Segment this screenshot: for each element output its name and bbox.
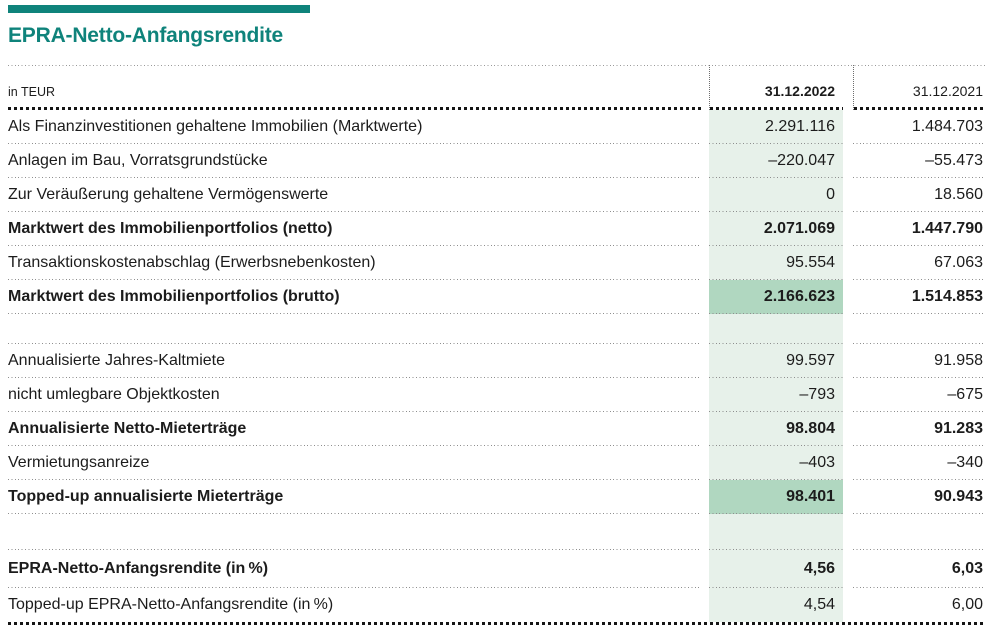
row-label: Topped-up EPRA-Netto-Anfangsrendite (in %) (8, 596, 334, 613)
row-label: Marktwert des Immobilienportfolios (brutto) (8, 280, 701, 314)
row-label: nicht umlegbare Objektkosten (8, 378, 701, 412)
table-header-row (8, 65, 985, 110)
spacer-value-2021 (853, 314, 985, 344)
row-label: Marktwert des Immobilienportfolios (netto) (8, 212, 701, 246)
row-label: Vermietungsanreize (8, 446, 701, 480)
row-label: Annualisierte Netto-Mieterträge (8, 412, 701, 446)
column-header-2022: 31.12.2022 (709, 65, 843, 110)
table-row-total (8, 280, 985, 314)
row-label: Anlagen im Bau, Vorratsgrundstücke (8, 144, 701, 178)
row-value-2021: 1.447.790 (853, 212, 985, 246)
row-label: Annualisierte Jahres-Kaltmiete (8, 344, 701, 378)
row-value-2021: 1.484.703 (853, 110, 985, 144)
table-spacer-row (8, 514, 985, 550)
row-value-2021: 91.958 (853, 344, 985, 378)
table-row (8, 378, 985, 412)
page-title: EPRA-Netto-Anfangsrendite (8, 24, 284, 47)
row-value-2022: 0 (709, 178, 843, 212)
unit-label: in TEUR (8, 65, 701, 110)
row-value-2021: 6,00 (951, 596, 983, 613)
row-label: Transaktionskostenabschlag (Erwerbsnebenkosten) (8, 246, 701, 280)
row-value-2022: 2.291.116 (709, 110, 843, 144)
table-row-result (8, 588, 985, 622)
epra-table (8, 65, 985, 625)
table-row-subtotal (8, 212, 985, 246)
table-row (8, 110, 985, 144)
row-value-2022: 4,54 (709, 588, 843, 622)
row-value-2021: 90.943 (853, 480, 985, 514)
spacer-label (8, 314, 701, 344)
table-row-subtotal (8, 412, 985, 446)
row-value-2022: 98.401 (709, 480, 843, 514)
accent-bar (8, 5, 310, 13)
row-label: Als Finanzinvestitionen gehaltene Immobilien (Marktwerte) (8, 110, 701, 144)
row-value-2022: –403 (709, 446, 843, 480)
row-value-2021: 67.063 (853, 246, 985, 280)
row-value-2021: –340 (853, 446, 985, 480)
row-value-2021: –675 (853, 378, 985, 412)
spacer-value-2022 (709, 314, 843, 344)
column-header-2021: 31.12.2021 (853, 65, 985, 110)
row-value-2022: 4,56 (709, 550, 843, 588)
row-value-2022: 2.166.623 (709, 280, 843, 314)
row-value-2021: 6,03 (853, 550, 985, 588)
row-value-2022: –220.047 (709, 144, 843, 178)
row-value-2021: 18.560 (853, 178, 985, 212)
row-value-2022: 98.804 (709, 412, 843, 446)
table-row (8, 246, 985, 280)
table-row-total (8, 480, 985, 514)
table-row (8, 178, 985, 212)
row-value-2021: 91.283 (853, 412, 985, 446)
row-value-2021: 1.514.853 (853, 280, 985, 314)
table-row (8, 144, 985, 178)
table-bottom-rule (8, 622, 985, 625)
spacer-label (8, 514, 701, 550)
spacer-value-2021 (853, 514, 985, 550)
spacer-value-2022 (709, 514, 843, 550)
row-value-2022: –793 (709, 378, 843, 412)
table-row (8, 446, 985, 480)
row-value-2022: 95.554 (709, 246, 843, 280)
row-value-2022: 99.597 (709, 344, 843, 378)
row-value-2022: 2.071.069 (709, 212, 843, 246)
row-label: Topped-up annualisierte Mieterträge (8, 480, 701, 514)
row-label: EPRA-Netto-Anfangsrendite (in %) (8, 550, 701, 588)
table-row-result (8, 550, 985, 588)
table-row (8, 344, 985, 378)
table-spacer-row (8, 314, 985, 344)
row-label: Zur Veräußerung gehaltene Vermögenswerte (8, 178, 701, 212)
row-value-2021: –55.473 (853, 144, 985, 178)
